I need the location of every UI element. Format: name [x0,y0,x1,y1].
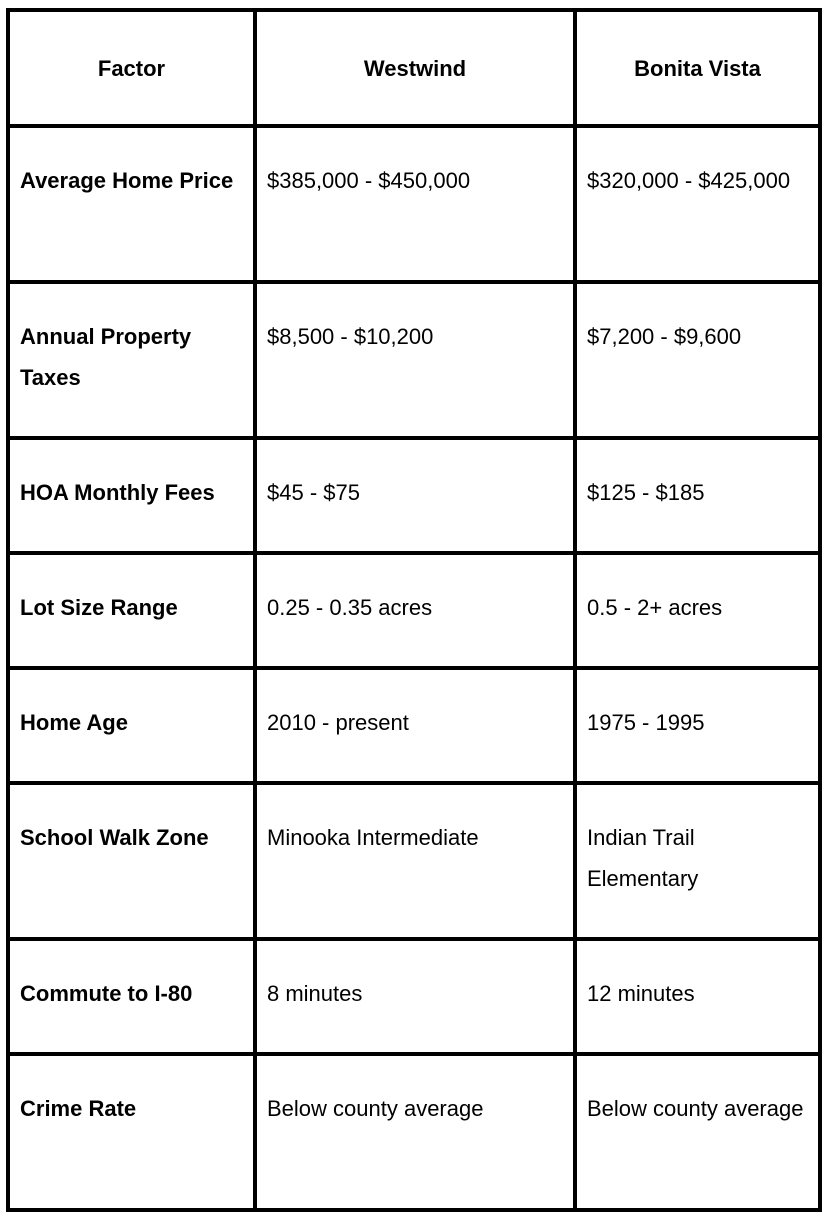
bonita-vista-cell: Below county average [575,1054,820,1210]
bonita-vista-cell: $125 - $185 [575,438,820,553]
table-row [8,282,820,438]
factor-cell: HOA Monthly Fees [8,438,255,553]
westwind-cell: 2010 - present [255,668,575,783]
bonita-vista-cell: Indian Trail Elementary [575,783,820,939]
westwind-cell: 8 minutes [255,939,575,1054]
factor-cell: Commute to I-80 [8,939,255,1054]
table-row [8,939,820,1054]
table-row [8,783,820,939]
factor-cell: Average Home Price [8,126,255,282]
factor-cell: Annual Property Taxes [8,282,255,438]
table-row [8,126,820,282]
westwind-cell: 0.25 - 0.35 acres [255,553,575,668]
factor-cell: Crime Rate [8,1054,255,1210]
bonita-vista-cell: 1975 - 1995 [575,668,820,783]
westwind-cell: Minooka Intermediate [255,783,575,939]
bonita-vista-cell: 12 minutes [575,939,820,1054]
table-row [8,668,820,783]
bonita-vista-cell: $7,200 - $9,600 [575,282,820,438]
table-row [8,553,820,668]
table-row [8,438,820,553]
westwind-cell: Below county average [255,1054,575,1210]
factor-cell: School Walk Zone [8,783,255,939]
westwind-cell: $385,000 - $450,000 [255,126,575,282]
bonita-vista-cell: $320,000 - $425,000 [575,126,820,282]
westwind-cell: $8,500 - $10,200 [255,282,575,438]
factor-cell: Lot Size Range [8,553,255,668]
header-factor: Factor [8,10,255,126]
bonita-vista-cell: 0.5 - 2+ acres [575,553,820,668]
header-bonita-vista: Bonita Vista [575,10,820,126]
header-westwind: Westwind [255,10,575,126]
comparison-table [6,8,822,1212]
table-row [8,1054,820,1210]
header-row [8,10,820,126]
factor-cell: Home Age [8,668,255,783]
westwind-cell: $45 - $75 [255,438,575,553]
